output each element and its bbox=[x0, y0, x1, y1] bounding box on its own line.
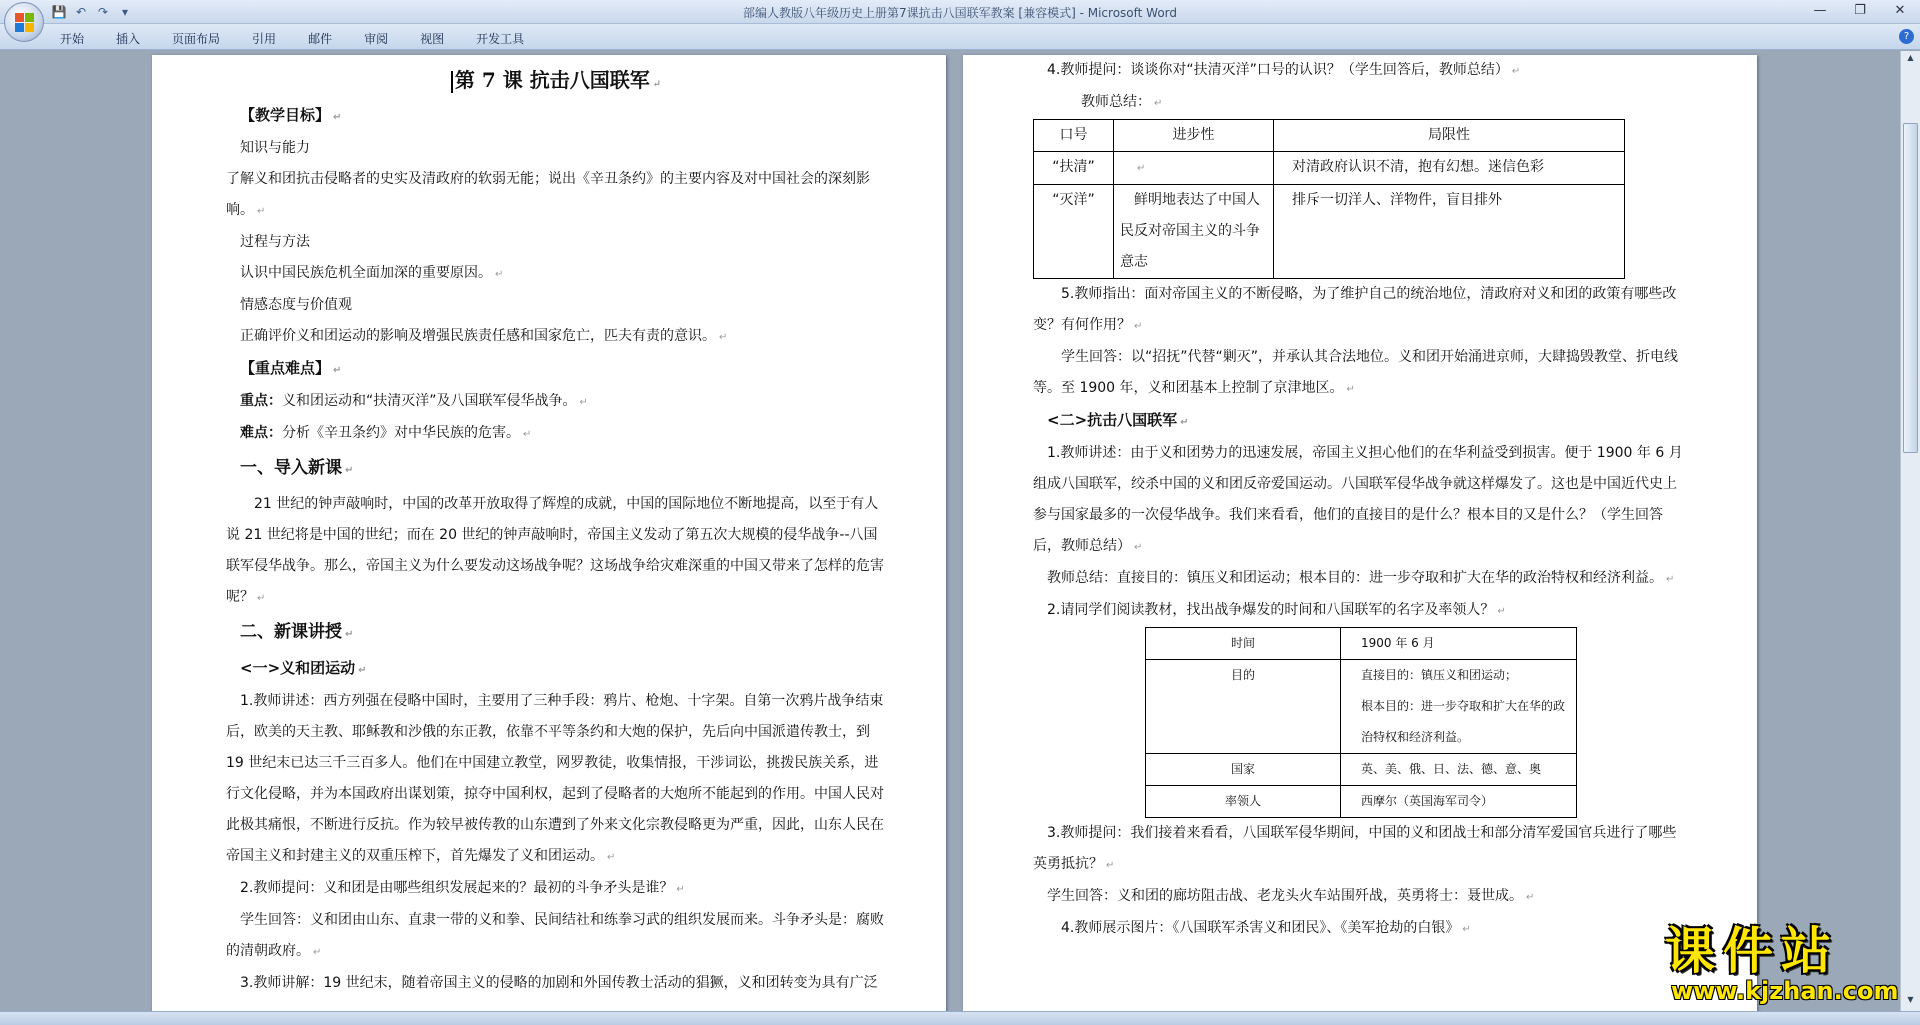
paragraph-mark: ↵ bbox=[257, 206, 266, 217]
emotion-heading-text: 情感态度与价值观 bbox=[240, 297, 352, 313]
paragraph-2-text: 2.教师提问：义和团是由哪些组织发展起来的？最初的斗争矛头是谁？ bbox=[240, 880, 674, 896]
table-cell: 国家 bbox=[1146, 754, 1341, 786]
office-button[interactable] bbox=[4, 2, 44, 42]
paragraph-mark: ↵ bbox=[523, 429, 532, 440]
right-summary-1-text: 教师总结：直接目的：镇压义和团运动；根本目的：进一步夺取和扩大在华的政治特权和经济利益。 bbox=[1047, 570, 1663, 586]
subsection-resist-text: <二>抗击八国联军 bbox=[1047, 411, 1178, 429]
section-intro-heading bbox=[226, 453, 886, 486]
paragraph-mark: ↵ bbox=[1134, 542, 1143, 553]
table-cell: “扶清” bbox=[1034, 152, 1114, 185]
scroll-down-icon[interactable]: ▼ bbox=[1907, 995, 1914, 1004]
war-info-table bbox=[1145, 627, 1577, 818]
tab-developer[interactable]: 开发工具 bbox=[476, 32, 525, 46]
emotion-heading bbox=[226, 290, 886, 321]
tab-home[interactable]: 开始 bbox=[60, 32, 85, 46]
question-4-text: 4.教师提问：谈谈你对“扶清灭洋”口号的认识？（学生回答后，教师总结） bbox=[1047, 62, 1509, 78]
emotion-text bbox=[226, 321, 886, 353]
table-cell: 时间 bbox=[1146, 628, 1341, 660]
title-bar bbox=[0, 0, 1920, 24]
paragraph-mark: ↵ bbox=[257, 593, 266, 604]
table-header-cell: 局限性 bbox=[1274, 120, 1625, 152]
lesson-title bbox=[226, 65, 886, 100]
table-cell: 率领人 bbox=[1146, 786, 1341, 818]
section-intro-text: 一、导入新课 bbox=[240, 458, 342, 478]
paragraph-mark: ↵ bbox=[1134, 321, 1143, 332]
page-right-content[interactable] bbox=[1033, 55, 1687, 945]
summary-label-text: 教师总结： bbox=[1081, 94, 1151, 110]
page-left-content[interactable] bbox=[226, 55, 886, 999]
table-header-row bbox=[1034, 120, 1625, 152]
menu bbox=[60, 30, 556, 47]
paragraph-mark: ↵ bbox=[333, 112, 342, 123]
table-cell bbox=[1341, 660, 1577, 754]
right-paragraph-2-text: 2.请同学们阅读教材，找出战争爆发的时间和八国联军的名字及率领人？ bbox=[1047, 602, 1495, 618]
paragraph-mark: ↵ bbox=[652, 79, 662, 90]
paragraph-mark: ↵ bbox=[1666, 574, 1675, 585]
table-cell-line: 直接目的：镇压义和团运动； bbox=[1361, 668, 1518, 682]
table-header-cell: 进步性 bbox=[1114, 120, 1274, 152]
table-cell: 对清政府认识不清，抱有幻想。迷信色彩 bbox=[1274, 152, 1625, 185]
answer-5 bbox=[1033, 342, 1687, 405]
right-summary-1 bbox=[1033, 563, 1687, 595]
paragraph-mark: ↵ bbox=[495, 269, 504, 280]
paragraph-mark: ↵ bbox=[358, 665, 367, 676]
key-heading-text: 【重点难点】 bbox=[240, 359, 331, 377]
key-point bbox=[226, 386, 886, 418]
paragraph-3-text: 学生回答：义和团由山东、直隶一带的义和拳、民间结社和练拳习武的组织发展而来。斗争矛头是：腐败的清朝政府。 bbox=[226, 912, 884, 959]
paragraph-4 bbox=[226, 968, 886, 999]
intro-text: 21 世纪的钟声敲响时，中国的改革开放取得了辉煌的成就，中国的国际地位不断地提高，以至于有人说 21 世纪将是中国的世纪；而在 20 世纪的钟声敲响时，帝国主义发动了第五次大规模的侵华战争--八国联军侵华战争。那么，帝国主义为什么要发动这场战争呢？这场战争给灾难深重的中国又带来了怎样的危害呢？ bbox=[226, 496, 884, 605]
paragraph-mark: ↵ bbox=[1497, 606, 1506, 617]
right-paragraph-3 bbox=[1033, 818, 1687, 881]
key-label: 重点： bbox=[240, 393, 282, 409]
paragraph-mark: ↵ bbox=[1346, 384, 1355, 395]
right-paragraph-1-text: 1.教师讲述：由于义和团势力的迅速发展，帝国主义担心他们的在华利益受到损害。便于 1900 年 6 月组成八国联军，绞杀中国的义和团反帝爱国运动。八国联军侵华战争就这样爆发了。这也是中国近代史上参与国家最多的一次侵华战争。我们来看看，他们的直接目的是什么？根本目的又是什么？（学生回答后，教师总结） bbox=[1033, 445, 1683, 554]
ribbon-tabs bbox=[0, 24, 1920, 50]
paragraph-mark: ↵ bbox=[1526, 892, 1535, 903]
vertical-scrollbar[interactable] bbox=[1900, 51, 1920, 1011]
right-paragraph-4-text: 4.教师展示图片：《八国联军杀害义和团民》、《美军抢劫的白银》 bbox=[1061, 920, 1460, 936]
table-cell-line: 根本目的：进一步夺取和扩大在华的政治特权和经济利益。 bbox=[1361, 699, 1566, 744]
key-text: 义和团运动和“扶清灭洋”及八国联军侵华战争。 bbox=[282, 393, 577, 409]
table-cell bbox=[1114, 152, 1274, 185]
paragraph-mark: ↵ bbox=[345, 629, 354, 640]
tab-view[interactable]: 视图 bbox=[420, 32, 445, 46]
right-paragraph-1 bbox=[1033, 438, 1687, 563]
text-cursor bbox=[451, 71, 453, 93]
tab-mailings[interactable]: 邮件 bbox=[308, 32, 333, 46]
tab-review[interactable]: 审阅 bbox=[364, 32, 389, 46]
subsection-boxer-heading bbox=[226, 653, 886, 686]
window-controls bbox=[1800, 0, 1920, 22]
goal-heading-text: 【教学目标】 bbox=[240, 106, 331, 124]
process-text bbox=[226, 258, 886, 290]
difficult-point bbox=[226, 418, 886, 450]
process-text-content: 认识中国民族危机全面加深的重要原因。 bbox=[240, 265, 492, 281]
question-4 bbox=[1033, 55, 1687, 87]
paragraph-2 bbox=[226, 873, 886, 905]
answer-3 bbox=[1033, 881, 1687, 913]
tab-insert[interactable]: 插入 bbox=[116, 32, 141, 46]
knowledge-heading bbox=[226, 133, 886, 164]
watermark-logo bbox=[1665, 922, 1905, 1005]
window-title: 部编人教版八年级历史上册第7课抗击八国联军教案 [兼容模式] - Microsoft Word bbox=[742, 6, 1178, 20]
paragraph-4-text: 3.教师讲解：19 世纪末，随着帝国主义的侵略的加剧和外国传教士活动的猖獗，义和团转变为具有广泛 bbox=[240, 975, 878, 991]
paragraph-1-text: 1.教师讲述：西方列强在侵略中国时，主要用了三种手段：鸦片、枪炮、十字架。自第一次鸦片战争结束后，欧美的天主教、耶稣教和沙俄的东正教，依靠不平等条约和大炮的保护，先后向中国派遣传教士，到 19 世纪末已达三千三百多人。他们在中国建立教堂，网罗教徒，收集情报，干涉词讼，挑拨民族关系，进行文化侵略，并为本国政府出谋划策，掠夺中国利权，起到了侵略者的大炮所不能起到的作用。中国人民对此极其痛恨，不断进行反抗。作为较早被传教的山东遭到了外来文化宗教侵略更为严重，因此，山东人民在帝国主义和封建主义的双重压榨下，首先爆发了义和团运动。 bbox=[226, 693, 884, 864]
intro-paragraph bbox=[226, 489, 886, 614]
table-cell: 西摩尔（英国海军司令） bbox=[1341, 786, 1577, 818]
answer-3-text: 学生回答：义和团的廊坊阻击战、老龙头火车站围歼战，英勇将士：聂世成。 bbox=[1047, 888, 1523, 904]
restore-button[interactable]: ❐ bbox=[1854, 3, 1866, 18]
table-cell: “灭洋” bbox=[1034, 185, 1114, 279]
table-cell: 鲜明地表达了中国人民反对帝国主义的斗争意志 bbox=[1114, 185, 1274, 279]
emotion-text-content: 正确评价义和团运动的影响及增强民族责任感和国家危亡，匹夫有责的意识。 bbox=[240, 328, 716, 344]
table-cell: 1900 年 6 月 bbox=[1341, 628, 1577, 660]
paragraph-1 bbox=[226, 686, 886, 873]
paragraph-3 bbox=[226, 905, 886, 968]
difficult-label: 难点： bbox=[240, 425, 282, 441]
tab-page-layout[interactable]: 页面布局 bbox=[172, 32, 221, 46]
table-cell: 英、美、俄、日、法、德、意、奥 bbox=[1341, 754, 1577, 786]
knowledge-text bbox=[226, 164, 886, 227]
paragraph-mark: ↵ bbox=[1462, 924, 1471, 935]
table-row bbox=[1146, 786, 1577, 818]
minimize-button[interactable]: — bbox=[1813, 3, 1827, 18]
right-paragraph-4 bbox=[1033, 913, 1687, 945]
section-new-lesson-heading bbox=[226, 617, 886, 650]
status-bar bbox=[0, 1011, 1920, 1025]
question-5 bbox=[1033, 279, 1687, 342]
section-new-lesson-text: 二、新课讲授 bbox=[240, 622, 342, 642]
lesson-title-text: 第 7 课 抗击八国联军 bbox=[454, 68, 650, 92]
table-row bbox=[1146, 660, 1577, 754]
table-row bbox=[1146, 628, 1577, 660]
paragraph-mark: ↵ bbox=[1137, 163, 1146, 174]
paragraph-mark: ↵ bbox=[333, 365, 342, 376]
process-heading-text: 过程与方法 bbox=[240, 234, 310, 250]
scroll-up-icon[interactable]: ▲ bbox=[1907, 53, 1914, 62]
slogan-table bbox=[1033, 119, 1625, 279]
paragraph-mark: ↵ bbox=[1106, 860, 1115, 871]
paragraph-mark: ↵ bbox=[313, 947, 322, 958]
right-paragraph-3-text: 3.教师提问：我们接着来看看，八国联军侵华期间，中国的义和团战士和部分清军爱国官兵进行了哪些英勇抵抗？ bbox=[1033, 825, 1677, 872]
subsection-boxer-text: <一>义和团运动 bbox=[240, 659, 356, 677]
watermark-cn: 课件站 bbox=[1665, 922, 1839, 980]
paragraph-mark: ↵ bbox=[1180, 417, 1189, 428]
paragraph-mark: ↵ bbox=[345, 465, 354, 476]
table-cell: 目的 bbox=[1146, 660, 1341, 754]
paragraph-mark: ↵ bbox=[1154, 98, 1163, 109]
table-cell: 排斥一切洋人、洋物件，盲目排外 bbox=[1274, 185, 1625, 279]
table-row bbox=[1146, 754, 1577, 786]
subsection-resist-heading bbox=[1033, 405, 1687, 438]
paragraph-mark: ↵ bbox=[579, 397, 588, 408]
key-heading bbox=[226, 353, 886, 386]
office-logo-icon bbox=[15, 13, 35, 33]
table-row bbox=[1034, 152, 1625, 185]
customize-qat-icon[interactable]: ▾ bbox=[121, 5, 129, 19]
difficult-text: 分析《辛丑条约》对中华民族的危害。 bbox=[282, 425, 520, 441]
help-icon[interactable]: ? bbox=[1899, 29, 1914, 44]
paragraph-mark: ↵ bbox=[676, 884, 685, 895]
scrollbar-thumb[interactable] bbox=[1903, 123, 1918, 453]
paragraph-mark: ↵ bbox=[607, 852, 616, 863]
watermark-url: www.kjzhan.com bbox=[1671, 977, 1899, 1005]
knowledge-text-content: 了解义和团抗击侵略者的史实及清政府的软弱无能；说出《辛丑条约》的主要内容及对中国社会的深刻影响。 bbox=[226, 171, 870, 218]
table-row bbox=[1034, 185, 1625, 279]
question-5-text: 5.教师指出：面对帝国主义的不断侵略，为了维护自己的统治地位，清政府对义和团的政策有哪些改变？有何作用？ bbox=[1033, 286, 1677, 333]
knowledge-heading-text: 知识与能力 bbox=[240, 140, 310, 156]
goal-heading bbox=[226, 100, 886, 133]
tab-references[interactable]: 引用 bbox=[252, 32, 277, 46]
undo-icon[interactable]: ↶ bbox=[75, 5, 87, 19]
right-paragraph-2 bbox=[1033, 595, 1687, 627]
paragraph-mark: ↵ bbox=[1511, 66, 1521, 77]
document-area bbox=[0, 51, 1900, 1011]
page-right bbox=[963, 55, 1757, 1011]
redo-icon[interactable]: ↷ bbox=[97, 5, 109, 19]
process-heading bbox=[226, 227, 886, 258]
answer-5-text: 学生回答：以“招抚”代替“剿灭”，并承认其合法地位。义和团开始涌进京师，大肆捣毁教堂、折电线等。至 1900 年，义和团基本上控制了京津地区。 bbox=[1033, 349, 1679, 396]
close-button[interactable]: ✕ bbox=[1894, 3, 1906, 18]
save-icon[interactable]: 💾 bbox=[51, 5, 67, 19]
page-left bbox=[152, 55, 946, 1011]
paragraph-mark: ↵ bbox=[719, 332, 728, 343]
summary-label bbox=[1033, 87, 1687, 119]
table-header-cell: 口号 bbox=[1034, 120, 1114, 152]
